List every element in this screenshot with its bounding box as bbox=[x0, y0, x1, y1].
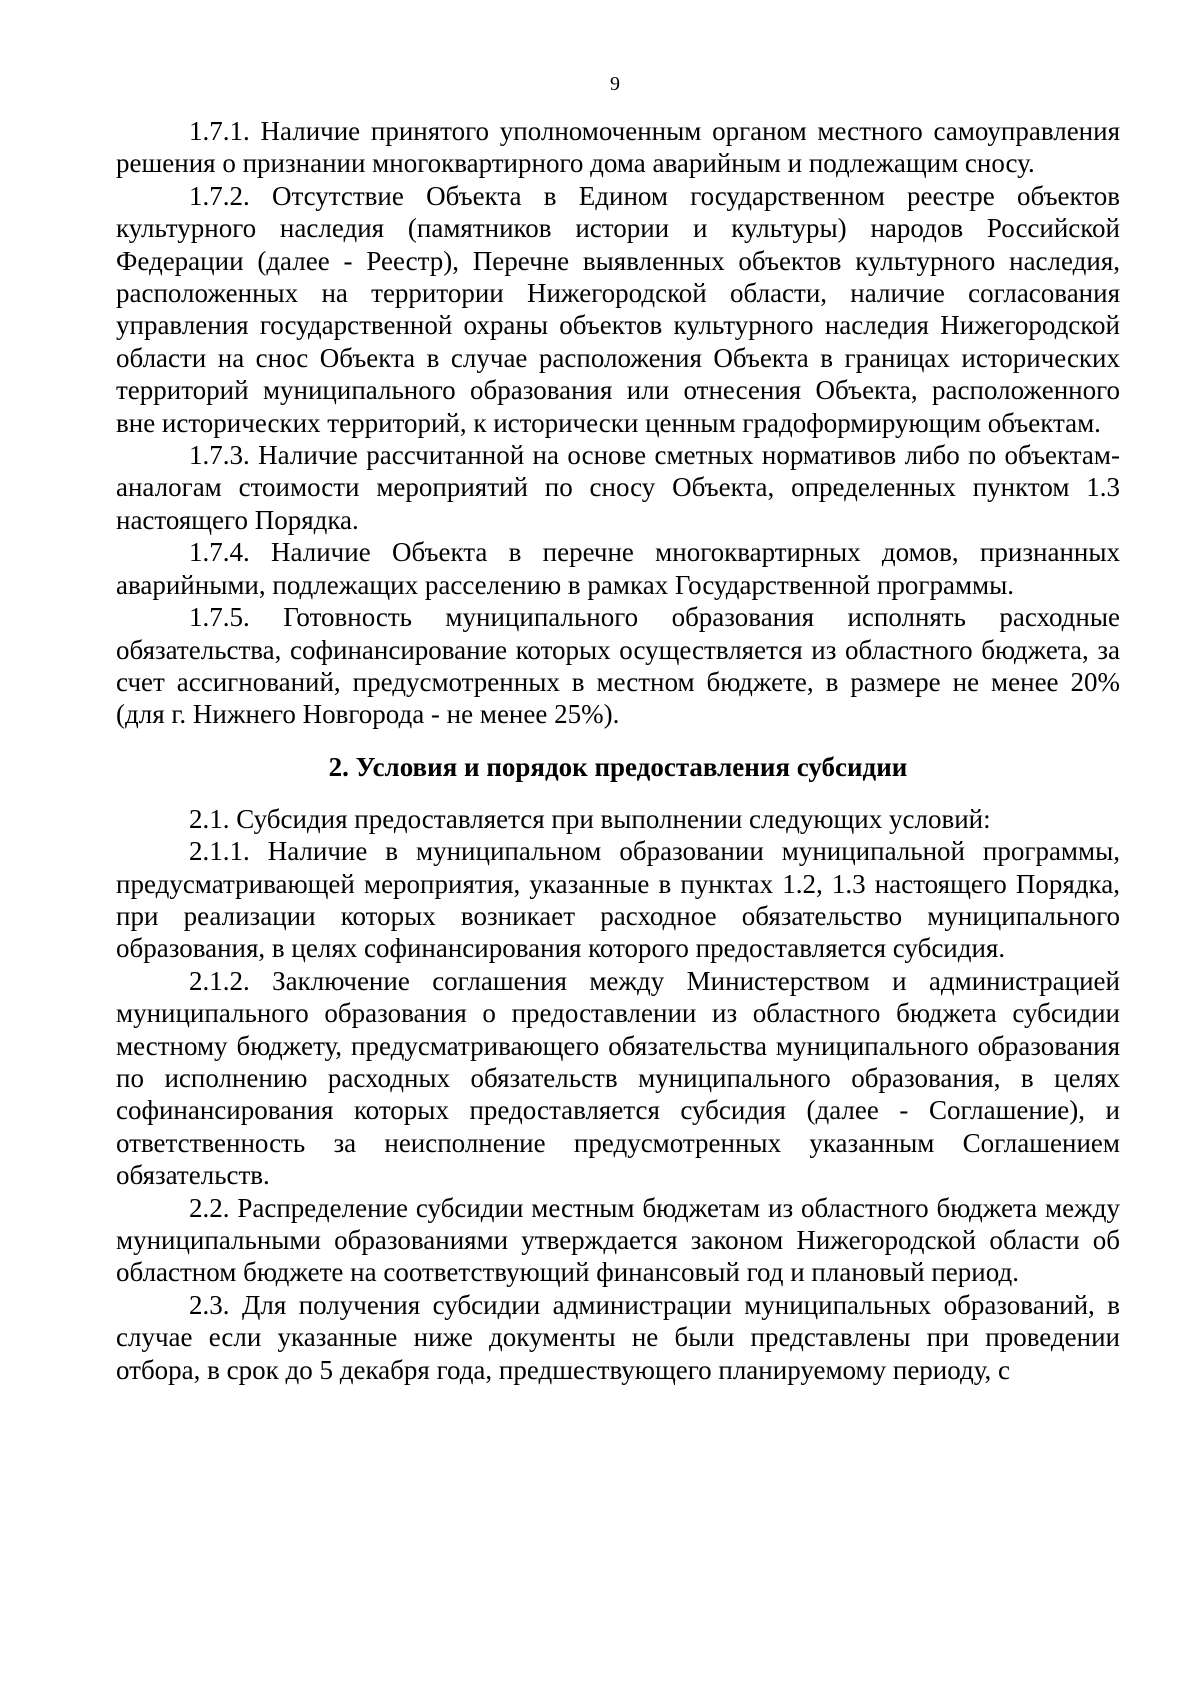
paragraph-1-7-1: 1.7.1. Наличие принятого уполномоченным органом местного самоуправления решения о признании многоквартирного дома аварийным и подлежащим сносу. bbox=[116, 116, 1120, 179]
page-number: 9 bbox=[610, 73, 620, 95]
paragraph-1-7-3: 1.7.3. Наличие рассчитанной на основе сметных нормативов либо по объектам-аналогам стоимости мероприятий по сносу Объекта, определенных пунктом 1.3 настоящего Порядка. bbox=[116, 440, 1120, 535]
paragraph-2-1-2: 2.1.2. Заключение соглашения между Министерством и администрацией муниципального образования о предоставлении из областного бюджета субсидии местному бюджету, предусматривающего обязательства муниципального образования по исполнению расходных обязательств муниципального образования, в целях софинансирования которых предоставляется субсидия (далее - Соглашение), и ответственность за неисполнение предусмотренных указанным Соглашением обязательств. bbox=[116, 965, 1120, 1191]
paragraph-1-7-4: 1.7.4. Наличие Объекта в перечне многоквартирных домов, признанных аварийными, подлежащих расселению в рамках Государственной программы. bbox=[116, 537, 1120, 600]
paragraph-2-1-1: 2.1.1. Наличие в муниципальном образовании муниципальной программы, предусматривающей мероприятия, указанные в пунктах 1.2, 1.3 настоящего Порядка, при реализации которых возникает расходное обязательство муниципального образования, в целях софинансирования которого предоставляется субсидия. bbox=[116, 836, 1120, 964]
paragraph-2-2: 2.2. Распределение субсидии местным бюджетам из областного бюджета между муниципальными образованиями утверждается законом Нижегородской области об областном бюджете на соответствующий финансовый год и плановый период. bbox=[116, 1192, 1120, 1288]
section-heading: 2. Условия и порядок предоставления субсидии bbox=[328, 751, 908, 782]
paragraph-1-7-5: 1.7.5. Готовность муниципального образования исполнять расходные обязательства, софинансирование которых осуществляется из областного бюджета, за счет ассигнований, предусмотренных в местном бюджете, в размере не менее 20% (для г. Нижнего Новгорода - не менее 25%). bbox=[116, 602, 1120, 730]
paragraph-2-3: 2.3. Для получения субсидии администрации муниципальных образований, в случае если указанные ниже документы не были представлены при проведении отбора, в срок до 5 декабря года, предшествующего планируемому периоду, с bbox=[116, 1289, 1120, 1385]
document-body bbox=[116, 115, 1120, 1386]
paragraph-2-1: 2.1. Субсидия предоставляется при выполнении следующих условий: bbox=[189, 803, 991, 834]
paragraph-1-7-2: 1.7.2. Отсутствие Объекта в Едином государственном реестре объектов культурного наследия (памятников истории и культуры) народов Российской Федерации (далее - Реестр), Перечне выявленных объектов культурного наследия, расположенных на территории Нижегородской области, наличие согласования управления государственной охраны объектов культурного наследия Нижегородской области на снос Объекта в случае расположения Объекта в границах исторических территорий муниципального образования или отнесения Объекта, расположенного вне исторических территорий, к исторически ценным градоформирующим объектам. bbox=[116, 180, 1120, 438]
